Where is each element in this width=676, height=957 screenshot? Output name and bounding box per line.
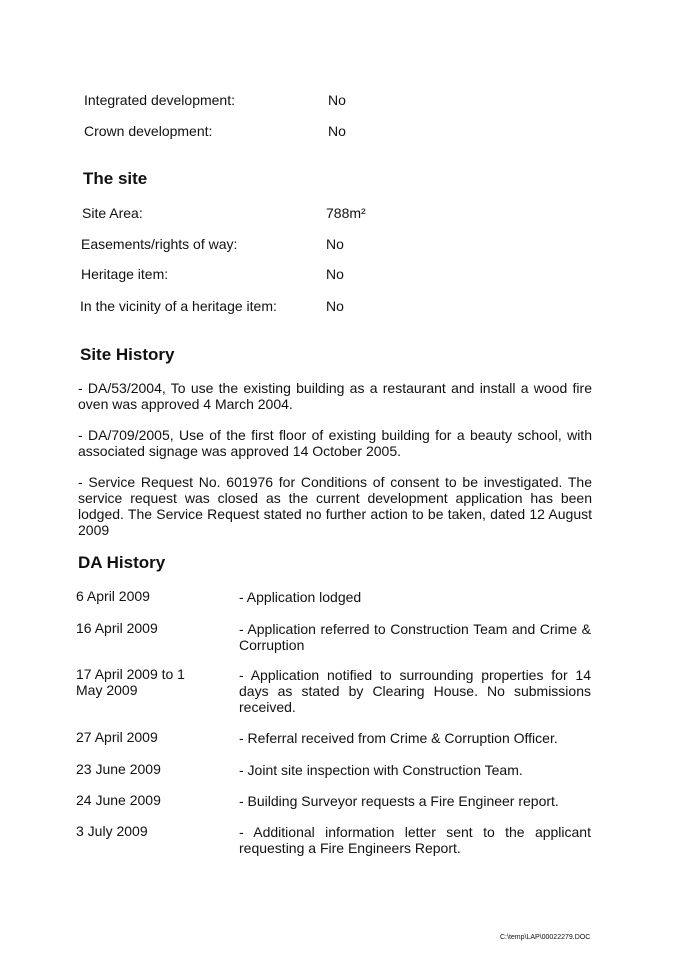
site-area-value: 788m²	[326, 205, 366, 221]
da-history-heading: DA History	[78, 553, 166, 572]
heritage-item-value: No	[326, 266, 344, 282]
integrated-development-label: Integrated development:	[84, 92, 235, 108]
integrated-development-value: No	[328, 92, 346, 108]
da-entry-date: 3 July 2009	[76, 823, 148, 839]
da-entry-event: - Joint site inspection with Construction Team.	[239, 762, 523, 778]
da-entry-date: 17 April 2009 to 1 May 2009	[76, 666, 185, 698]
da-entry-date: 16 April 2009	[76, 620, 158, 636]
da-entry-event: - Application lodged	[239, 589, 362, 605]
site-history-paragraph-2: - DA/709/2005, Use of the first floor of existing building for a beauty school, with associated signage was approved 14 October 2005.	[78, 427, 592, 459]
document-path-footer: C:\temp\LAP\00022279.DOC	[500, 934, 591, 941]
da-entry-event: - Additional information letter sent to the applicant requesting a Fire Engineers Report.	[239, 824, 591, 856]
da-entry-event: - Application notified to surrounding properties for 14 days as stated by Clearing House. No submissions received.	[239, 667, 591, 715]
da-entry-date: 6 April 2009	[76, 588, 150, 604]
site-history-heading: Site History	[80, 345, 175, 364]
da-entry-event: - Building Surveyor requests a Fire Engineer report.	[239, 793, 559, 809]
site-area-label: Site Area:	[82, 205, 143, 221]
heritage-vicinity-label: In the vicinity of a heritage item:	[80, 298, 277, 314]
site-history-paragraph-3: - Service Request No. 601976 for Conditions of consent to be investigated. The service request was closed as the current development application has been lodged. The Service Request stated no further action to be taken, dated 12 August 2009	[78, 474, 592, 538]
heritage-item-label: Heritage item:	[81, 266, 169, 282]
the-site-heading: The site	[83, 169, 148, 188]
easements-value: No	[326, 236, 344, 252]
da-entry-date: 23 June 2009	[76, 761, 161, 777]
da-entry-date: 24 June 2009	[76, 792, 161, 808]
crown-development-value: No	[328, 123, 346, 139]
site-history-paragraph-1: - DA/53/2004, To use the existing building as a restaurant and install a wood fire oven was approved 4 March 2004.	[78, 380, 592, 412]
da-entry-date: 27 April 2009	[76, 729, 158, 745]
easements-label: Easements/rights of way:	[81, 236, 238, 252]
da-entry-event: - Referral received from Crime & Corruption Officer.	[239, 730, 558, 746]
heritage-vicinity-value: No	[326, 298, 344, 314]
da-entry-event: - Application referred to Construction Team and Crime & Corruption	[239, 621, 591, 653]
crown-development-label: Crown development:	[84, 123, 213, 139]
